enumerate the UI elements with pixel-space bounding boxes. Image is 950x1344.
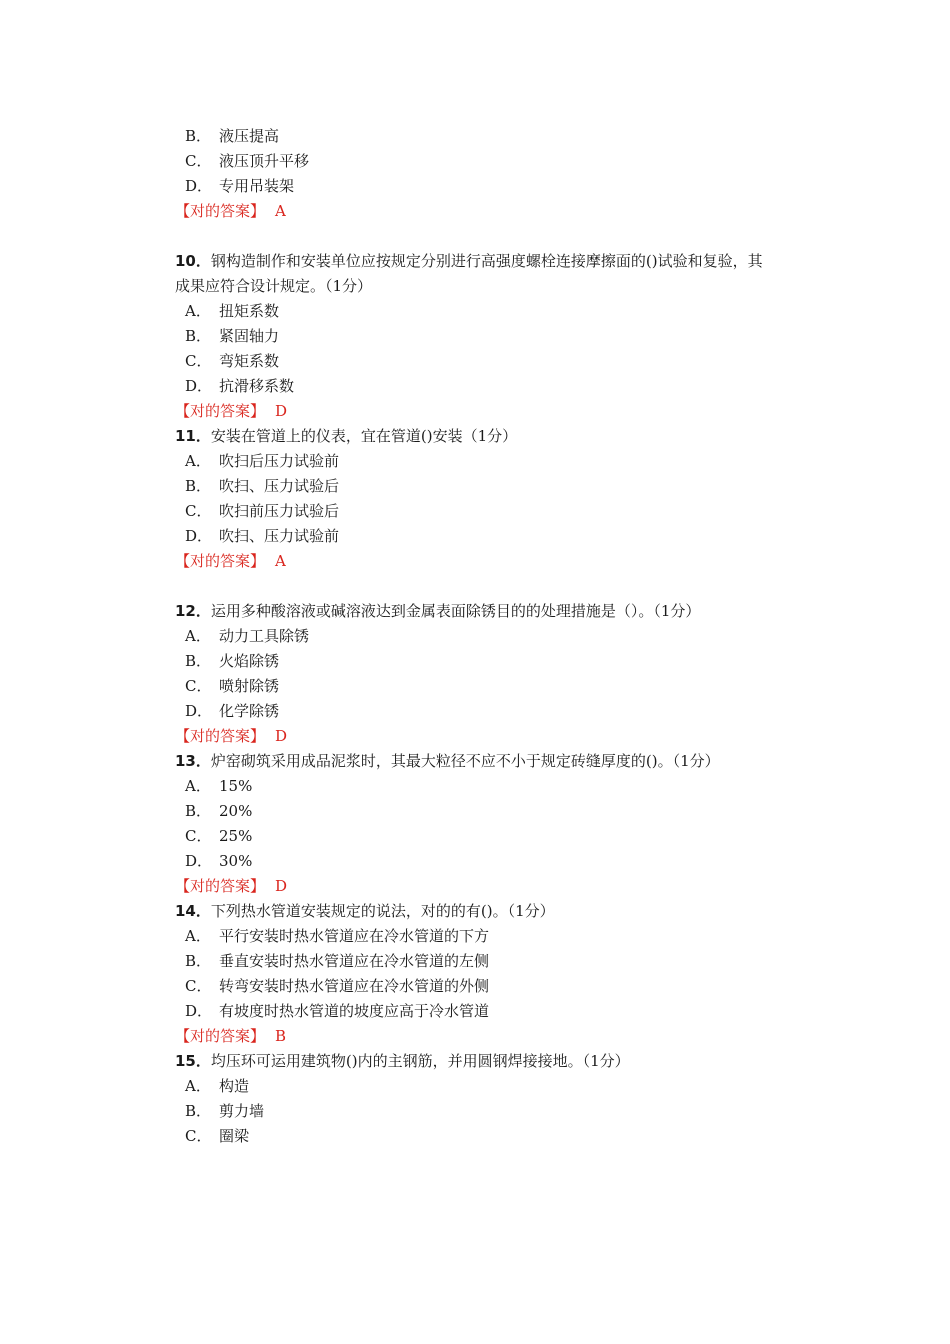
- option-letter: C．: [185, 502, 212, 520]
- answer-label: 【对的答案】: [175, 1027, 266, 1045]
- option-text: 喷射除锈: [219, 677, 280, 695]
- correct-answer: [175, 199, 775, 224]
- option-text: 化学除锈: [219, 702, 280, 720]
- option-c: [175, 149, 775, 174]
- option-b: [175, 124, 775, 149]
- option-text: 专用吊装架: [219, 177, 295, 195]
- option-letter: C．: [185, 827, 212, 845]
- option-text: 吹扫后压力试验前: [219, 452, 340, 470]
- option-letter: B．: [185, 127, 212, 145]
- question-stem: [175, 1049, 775, 1074]
- option-text: 25%: [219, 827, 253, 845]
- option-letter: B．: [185, 1102, 212, 1120]
- option-a: [175, 774, 775, 799]
- option-text: 30%: [219, 852, 253, 870]
- correct-answer: [175, 874, 775, 899]
- answer-value: D: [275, 402, 288, 420]
- spacer: [175, 224, 775, 249]
- option-letter: A．: [185, 1077, 211, 1095]
- option-letter: C．: [185, 152, 212, 170]
- option-text: 吹扫、压力试验前: [219, 527, 340, 545]
- question-14: [175, 899, 775, 1049]
- option-letter: C．: [185, 1127, 212, 1145]
- option-text: 紧固轴力: [219, 327, 280, 345]
- option-letter: A．: [185, 927, 211, 945]
- option-letter: B．: [185, 802, 212, 820]
- option-text: 抗滑移系数: [219, 377, 295, 395]
- option-text: 20%: [219, 802, 253, 820]
- option-letter: B．: [185, 327, 212, 345]
- option-c: [175, 674, 775, 699]
- question-number: 14．: [175, 902, 211, 920]
- option-d: [175, 174, 775, 199]
- option-a: [175, 624, 775, 649]
- option-c: [175, 974, 775, 999]
- option-a: [175, 449, 775, 474]
- option-text: 垂直安装时热水管道应在冷水管道的左侧: [219, 952, 490, 970]
- correct-answer: [175, 1024, 775, 1049]
- correct-answer: [175, 549, 775, 574]
- answer-label: 【对的答案】: [175, 402, 266, 420]
- correct-answer: [175, 724, 775, 749]
- answer-value: A: [275, 202, 286, 220]
- question-list: [175, 124, 775, 1149]
- option-b: [175, 649, 775, 674]
- question-text: 运用多种酸溶液或碱溶液达到金属表面除锈目的的处理措施是（）。（1分）: [210, 602, 701, 620]
- option-letter: D．: [185, 852, 213, 870]
- answer-label: 【对的答案】: [175, 877, 266, 895]
- question-text: 炉窑砌筑采用成品泥浆时，其最大粒径不应不小于规定砖缝厚度的()。（1分）: [210, 752, 720, 770]
- option-letter: A．: [185, 627, 211, 645]
- option-letter: D．: [185, 177, 213, 195]
- option-c: [175, 499, 775, 524]
- option-d: [175, 999, 775, 1024]
- question-number: 10．: [175, 252, 211, 270]
- answer-value: A: [275, 552, 286, 570]
- question-text: 下列热水管道安装规定的说法，对的的有()。（1分）: [210, 902, 555, 920]
- option-b: [175, 799, 775, 824]
- question-stem: [175, 899, 775, 924]
- question-number: 15．: [175, 1052, 211, 1070]
- answer-label: 【对的答案】: [175, 552, 266, 570]
- question-text: 安装在管道上的仪表，宜在管道()安装（1分）: [210, 427, 518, 445]
- correct-answer: [175, 399, 775, 424]
- answer-label: 【对的答案】: [175, 202, 266, 220]
- option-b: [175, 1099, 775, 1124]
- option-d: [175, 699, 775, 724]
- option-letter: C．: [185, 677, 212, 695]
- option-text: 剪力墙: [219, 1102, 265, 1120]
- answer-label: 【对的答案】: [175, 727, 266, 745]
- option-c: [175, 349, 775, 374]
- option-a: [175, 924, 775, 949]
- option-text: 扭矩系数: [219, 302, 280, 320]
- option-d: [175, 374, 775, 399]
- option-text: 吹扫、压力试验后: [219, 477, 340, 495]
- option-letter: D．: [185, 527, 213, 545]
- option-letter: A．: [185, 452, 211, 470]
- question-stem: [175, 424, 775, 449]
- option-text: 吹扫前压力试验后: [219, 502, 340, 520]
- question-number: 11．: [175, 427, 211, 445]
- option-c: [175, 1124, 775, 1149]
- question-number: 12．: [175, 602, 211, 620]
- option-a: [175, 299, 775, 324]
- option-text: 15%: [219, 777, 253, 795]
- option-text: 圈梁: [219, 1127, 250, 1145]
- option-text: 有坡度时热水管道的坡度应高于冷水管道: [219, 1002, 490, 1020]
- spacer: [175, 574, 775, 599]
- option-d: [175, 524, 775, 549]
- question-stem: [175, 249, 775, 299]
- question-15: [175, 1049, 775, 1149]
- answer-value: D: [275, 877, 288, 895]
- option-text: 转弯安装时热水管道应在冷水管道的外侧: [219, 977, 490, 995]
- option-d: [175, 849, 775, 874]
- option-text: 构造: [219, 1077, 250, 1095]
- question-stem: [175, 599, 775, 624]
- question-text: 钢构造制作和安装单位应按规定分别进行高强度螺栓连接摩擦面的()试验和复验，其成果应符合设计规定。（1分）: [175, 252, 763, 295]
- question-stem: [175, 749, 775, 774]
- option-c: [175, 824, 775, 849]
- question-11: [175, 424, 775, 574]
- question-10: [175, 249, 775, 424]
- option-text: 弯矩系数: [219, 352, 280, 370]
- option-letter: D．: [185, 1002, 213, 1020]
- answer-value: B: [275, 1027, 287, 1045]
- question-text: 均压环可运用建筑物()内的主钢筋，并用圆钢焊接接地。（1分）: [210, 1052, 630, 1070]
- question-12: [175, 599, 775, 749]
- option-letter: D．: [185, 702, 213, 720]
- option-letter: B．: [185, 652, 212, 670]
- option-a: [175, 1074, 775, 1099]
- option-text: 液压提高: [219, 127, 280, 145]
- option-b: [175, 949, 775, 974]
- question-9-tail: [175, 124, 775, 224]
- option-b: [175, 474, 775, 499]
- option-text: 火焰除锈: [219, 652, 280, 670]
- option-text: 平行安装时热水管道应在冷水管道的下方: [219, 927, 490, 945]
- option-letter: C．: [185, 977, 212, 995]
- option-letter: B．: [185, 952, 212, 970]
- answer-value: D: [275, 727, 288, 745]
- option-letter: B．: [185, 477, 212, 495]
- question-number: 13．: [175, 752, 211, 770]
- option-letter: A．: [185, 777, 211, 795]
- option-text: 液压顶升平移: [219, 152, 310, 170]
- option-letter: C．: [185, 352, 212, 370]
- option-letter: D．: [185, 377, 213, 395]
- question-13: [175, 749, 775, 899]
- option-letter: A．: [185, 302, 211, 320]
- option-b: [175, 324, 775, 349]
- option-text: 动力工具除锈: [219, 627, 310, 645]
